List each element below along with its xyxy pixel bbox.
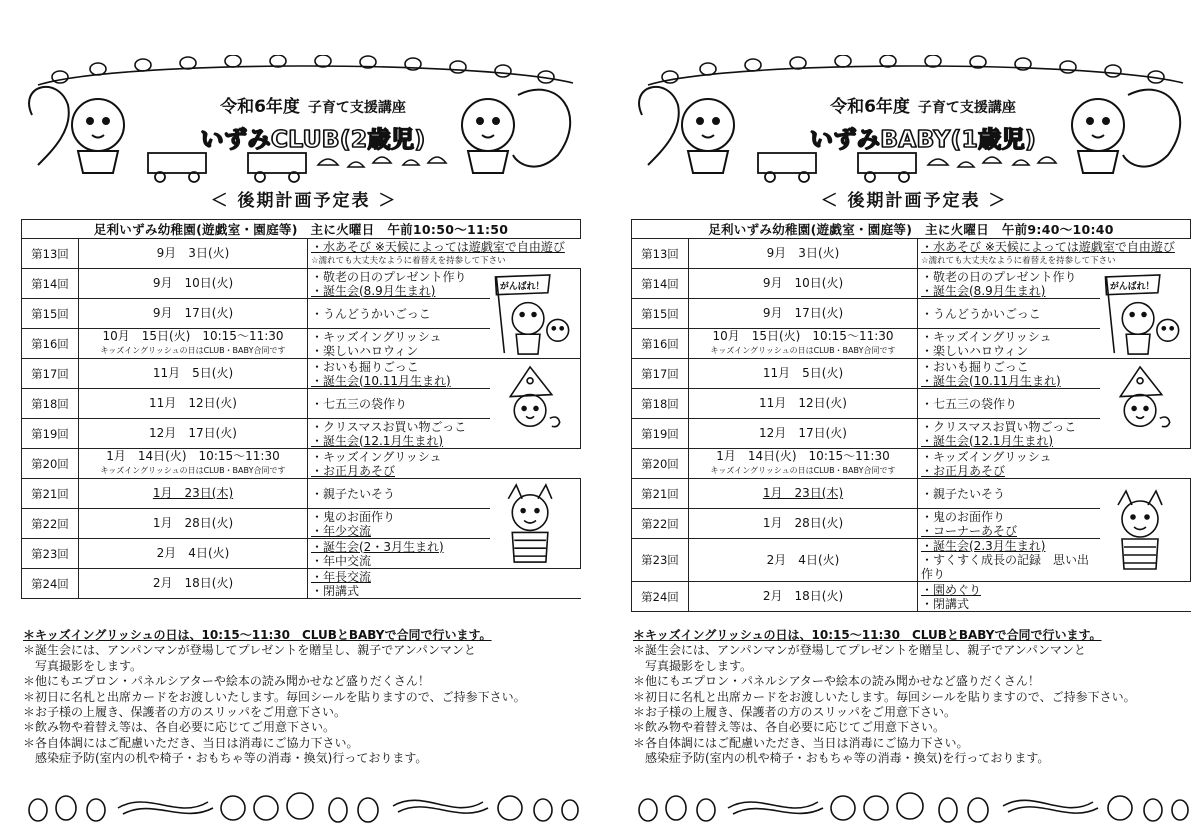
session-number: 第21回 — [632, 479, 689, 509]
note-item: 感染症予防(室内の机や椅子・おもちゃ等の消毒・換気)を行っております。 — [645, 751, 1050, 766]
svg-text:がんばれ！: がんばれ！ — [1109, 281, 1155, 292]
note-item: ＊他にもエプロン・パネルシアターや絵本の読み聞かせなど盛りだくさん！ — [23, 674, 430, 689]
acorn-characters-border-icon — [628, 780, 1200, 835]
activity: ・誕生会(8.9月生まれ) — [921, 283, 1046, 298]
session-number: 第17回 — [22, 359, 79, 389]
table-header: 足利いずみ幼稚園(遊戯室・園庭等) 主に火曜日 午前9:40～10:40 — [632, 220, 1191, 239]
squirrel-right — [1072, 90, 1180, 173]
date-text: 1月 14日(火) 10:15～11:30 — [106, 449, 280, 463]
session-activities — [308, 569, 581, 599]
subtitle: ＜ 後期計画予定表 ＞ — [210, 191, 398, 211]
session-number: 第13回 — [632, 239, 689, 269]
activity: ・キッズイングリッシュ — [921, 329, 1052, 344]
witch-hat-bear-icon — [490, 359, 580, 448]
activity: ・閉講式 — [311, 583, 360, 598]
acorn-leaf-border — [648, 55, 1183, 85]
illustration-cell — [490, 269, 581, 359]
note-item: 感染症予防(室内の机や椅子・おもちゃ等の消毒・換気)行っております。 — [35, 751, 428, 766]
activity: ・すくすく成長の記録 思い出作り — [921, 553, 1090, 581]
table-row — [632, 269, 1191, 299]
title-block — [773, 92, 1073, 154]
session-number: 第22回 — [22, 509, 79, 539]
activity: ・お正月あそび — [311, 463, 396, 478]
illustration-cell — [490, 359, 581, 449]
session-number: 第24回 — [22, 569, 79, 599]
session-activities — [918, 329, 1101, 359]
session-number: 第18回 — [22, 389, 79, 419]
session-activities — [308, 239, 581, 269]
session-date: 1月 23日(木) — [689, 479, 918, 509]
session-activities — [918, 269, 1101, 299]
activity: ・キッズイングリッシュ — [311, 329, 442, 344]
activity: ・誕生会(2・3月生まれ) — [311, 539, 444, 554]
session-activities — [308, 419, 491, 449]
activity: ・うんどうかいごっこ — [921, 306, 1041, 321]
session-activities — [308, 479, 491, 509]
note-item: 写真撮影をします。 — [645, 658, 753, 673]
session-activities — [918, 239, 1191, 269]
session-date: 2月 4日(火) — [79, 539, 308, 569]
note-item: ＊キッズイングリッシュの日は、10:15～11:30 CLUBとBABYで合同で行います。 — [23, 628, 492, 642]
table-row — [22, 449, 581, 479]
session-date: 9月 3日(火) — [79, 239, 308, 269]
wagon — [148, 153, 306, 182]
activity-note: ☆濡れても大丈夫なように着替えを持参して下さい — [311, 255, 506, 266]
mushrooms — [318, 157, 446, 167]
session-number: 第19回 — [22, 419, 79, 449]
activity: ・誕生会(2.3月生まれ) — [921, 539, 1046, 553]
session-date: 9月 17日(火) — [689, 299, 918, 329]
activity: ・年少交流 — [311, 523, 372, 538]
activity: ・年長交流 — [311, 569, 372, 584]
session-activities — [918, 449, 1191, 479]
ganbare-flag-children-icon — [1100, 269, 1190, 358]
session-number: 第22回 — [632, 509, 689, 539]
activity: ・クリスマスお買い物ごっこ — [311, 419, 467, 434]
session-number: 第16回 — [22, 329, 79, 359]
table-row — [22, 239, 581, 269]
session-activities — [918, 539, 1101, 582]
date-text: 1月 14日(火) 10:15～11:30 — [716, 449, 890, 463]
session-date: 1月 28日(火) — [689, 509, 918, 539]
activity: ・閉講式 — [921, 596, 970, 611]
session-date: 11月 5日(火) — [79, 359, 308, 389]
table-row — [632, 479, 1191, 509]
squirrel-left — [29, 87, 124, 173]
session-activities — [308, 449, 581, 479]
session-activities — [308, 509, 491, 539]
ganbare-flag-children-icon — [490, 269, 580, 358]
session-number: 第18回 — [632, 389, 689, 419]
table-row — [632, 359, 1191, 389]
session-date: 9月 3日(火) — [689, 239, 918, 269]
session-date: 12月 17日(火) — [79, 419, 308, 449]
session-activities — [918, 479, 1101, 509]
table-row — [632, 582, 1191, 612]
activity: ・鬼のお面作り — [921, 509, 1006, 524]
session-date: 11月 12日(火) — [79, 389, 308, 419]
activity: ・親子たいそう — [921, 486, 1006, 501]
table-row — [22, 479, 581, 509]
wagon — [758, 153, 916, 182]
session-date: 2月 18日(火) — [79, 569, 308, 599]
activity: ・楽しいハロウィン — [921, 343, 1029, 358]
session-number: 第13回 — [22, 239, 79, 269]
activity-note: ☆濡れても大丈夫なように着替えを持参して下さい — [921, 255, 1116, 266]
session-date — [689, 449, 918, 479]
activity: ・おいも掘りごっこ — [311, 359, 419, 374]
session-activities — [308, 269, 491, 299]
session-number: 第14回 — [22, 269, 79, 299]
session-activities — [918, 509, 1101, 539]
activity: ・年中交流 — [311, 553, 372, 568]
illustration-cell — [1100, 269, 1191, 359]
note-item: 写真撮影をします。 — [35, 658, 143, 673]
table-row — [22, 569, 581, 599]
activity: ・誕生会(12.1月生まれ) — [921, 433, 1054, 448]
activity: ・敬老の日のプレゼント作り — [311, 269, 467, 284]
acorn-characters-border-icon — [18, 780, 590, 835]
sheet-club — [18, 0, 590, 839]
date-note: キッズイングリッシュの日はCLUB・BABY合同です — [710, 346, 896, 355]
title-class: いずみCLUB(2歳児) — [200, 127, 426, 153]
table-row — [22, 269, 581, 299]
session-activities — [308, 359, 491, 389]
activity: ・水あそび ※天候によっては遊戯室で自由遊び — [311, 239, 565, 254]
session-date — [79, 329, 308, 359]
table-row — [632, 239, 1191, 269]
acorn-leaf-border — [38, 55, 573, 85]
session-activities — [308, 299, 491, 329]
activity: ・園めぐり — [921, 582, 982, 597]
session-number: 第17回 — [632, 359, 689, 389]
session-date: 9月 17日(火) — [79, 299, 308, 329]
date-note: キッズイングリッシュの日はCLUB・BABY合同です — [100, 466, 286, 475]
schedule-table — [21, 219, 581, 599]
session-activities — [308, 539, 491, 569]
date-note: キッズイングリッシュの日はCLUB・BABY合同です — [100, 346, 286, 355]
activity: ・楽しいハロウィン — [311, 343, 419, 358]
activity: ・うんどうかいごっこ — [311, 306, 431, 321]
session-number: 第14回 — [632, 269, 689, 299]
schedule-table — [631, 219, 1191, 612]
activity: ・誕生会(10.11月生まれ) — [311, 373, 451, 388]
note-item: ＊キッズイングリッシュの日は、10:15～11:30 CLUBとBABYで合同で行います。 — [633, 628, 1102, 642]
session-date: 1月 28日(火) — [79, 509, 308, 539]
activity: ・親子たいそう — [311, 486, 396, 501]
session-activities — [308, 389, 491, 419]
note-item: ＊他にもエプロン・パネルシアターや絵本の読み聞かせなど盛りだくさん！ — [633, 674, 1040, 689]
subtitle: ＜ 後期計画予定表 ＞ — [820, 191, 1008, 211]
note-item: ＊お子様の上履き、保護者の方のスリッパをご用意下さい。 — [23, 705, 347, 720]
session-number: 第20回 — [22, 449, 79, 479]
title-class: いずみBABY(1歳児) — [809, 127, 1037, 153]
date-text: 10月 15日(火) 10:15～11:30 — [102, 329, 284, 343]
session-date: 9月 10日(火) — [689, 269, 918, 299]
session-number: 第15回 — [632, 299, 689, 329]
session-date: 11月 5日(火) — [689, 359, 918, 389]
session-date: 11月 12日(火) — [689, 389, 918, 419]
squirrel-left — [639, 87, 734, 173]
note-item: ＊お子様の上履き、保護者の方のスリッパをご用意下さい。 — [633, 705, 957, 720]
session-date: 9月 10日(火) — [79, 269, 308, 299]
note-item: ＊飲み物や着替え等は、各自必要に応じてご用意下さい。 — [633, 720, 946, 735]
session-date: 12月 17日(火) — [689, 419, 918, 449]
session-number: 第24回 — [632, 582, 689, 612]
activity: ・お正月あそび — [921, 463, 1006, 478]
session-date: 2月 18日(火) — [689, 582, 918, 612]
note-item: ＊各自体調にはご配慮いただき、当日は消毒にご協力下さい。 — [633, 735, 969, 750]
activity: ・誕生会(12.1月生まれ) — [311, 433, 444, 448]
notes-list — [633, 628, 1193, 767]
oni-mask-child-icon — [490, 479, 580, 568]
activity: ・鬼のお面作り — [311, 509, 396, 524]
note-item: ＊誕生会には、アンパンマンが登場してプレゼントを贈呈し、親子でアンパンマンと — [633, 643, 1086, 658]
activity: ・誕生会(8.9月生まれ) — [311, 283, 436, 298]
witch-hat-bear-icon — [1100, 359, 1190, 448]
note-item: ＊初日に名札と出席カードをお渡しいたします。毎回シールを貼りますので、ご持参下さい。 — [633, 689, 1136, 704]
session-date: 1月 23日(木) — [79, 479, 308, 509]
activity: ・クリスマスお買い物ごっこ — [921, 419, 1077, 434]
session-activities — [308, 329, 491, 359]
title-course: 子育て支援講座 — [307, 100, 406, 116]
session-activities — [918, 389, 1101, 419]
session-date — [79, 449, 308, 479]
session-date: 2月 4日(火) — [689, 539, 918, 582]
svg-text:がんばれ！: がんばれ！ — [499, 281, 545, 292]
session-activities — [918, 419, 1101, 449]
session-number: 第21回 — [22, 479, 79, 509]
table-row — [22, 359, 581, 389]
activity: ・七五三の袋作り — [311, 396, 408, 411]
sheet-baby — [628, 0, 1200, 839]
mushrooms — [928, 157, 1056, 167]
date-text: 10月 15日(火) 10:15～11:30 — [712, 329, 894, 343]
activity: ・水あそび ※天候によっては遊戯室で自由遊び — [921, 239, 1175, 254]
table-header: 足利いずみ幼稚園(遊戯室・園庭等) 主に火曜日 午前10:50～11:50 — [22, 220, 581, 239]
session-number: 第15回 — [22, 299, 79, 329]
illustration-cell — [1100, 479, 1191, 582]
session-number: 第23回 — [632, 539, 689, 582]
illustration-cell — [490, 479, 581, 569]
activity: ・敬老の日のプレゼント作り — [921, 269, 1077, 284]
session-number: 第19回 — [632, 419, 689, 449]
note-item: ＊誕生会には、アンパンマンが登場してプレゼントを贈呈し、親子でアンパンマンと — [23, 643, 476, 658]
date-note: キッズイングリッシュの日はCLUB・BABY合同です — [710, 466, 896, 475]
activity: ・キッズイングリッシュ — [311, 449, 442, 464]
note-item: ＊飲み物や着替え等は、各自必要に応じてご用意下さい。 — [23, 720, 336, 735]
title-year: 令和6年度 子育て支援講座 — [830, 97, 1016, 117]
activity: ・七五三の袋作り — [921, 396, 1018, 411]
session-activities — [918, 299, 1101, 329]
activity: ・誕生会(10.11月生まれ) — [921, 373, 1061, 388]
activity: ・おいも掘りごっこ — [921, 359, 1029, 374]
activity: ・コーナーあそび — [921, 523, 1018, 538]
session-number: 第20回 — [632, 449, 689, 479]
session-date — [689, 329, 918, 359]
notes-list — [23, 628, 583, 767]
title-year: 令和6年度 子育て支援講座 — [220, 97, 406, 117]
squirrel-right — [462, 90, 570, 173]
note-item: ＊各自体調にはご配慮いただき、当日は消毒にご協力下さい。 — [23, 735, 359, 750]
session-activities — [918, 359, 1101, 389]
session-activities — [918, 582, 1191, 612]
session-number: 第16回 — [632, 329, 689, 359]
title-block — [163, 92, 463, 154]
table-row — [632, 449, 1191, 479]
session-number: 第23回 — [22, 539, 79, 569]
activity: ・キッズイングリッシュ — [921, 449, 1052, 464]
oni-mask-child-icon — [1100, 479, 1190, 581]
title-course: 子育て支援講座 — [917, 100, 1016, 116]
illustration-cell — [1100, 359, 1191, 449]
note-item: ＊初日に名札と出席カードをお渡しいたします。毎回シールを貼りますので、ご持参下さい。 — [23, 689, 526, 704]
